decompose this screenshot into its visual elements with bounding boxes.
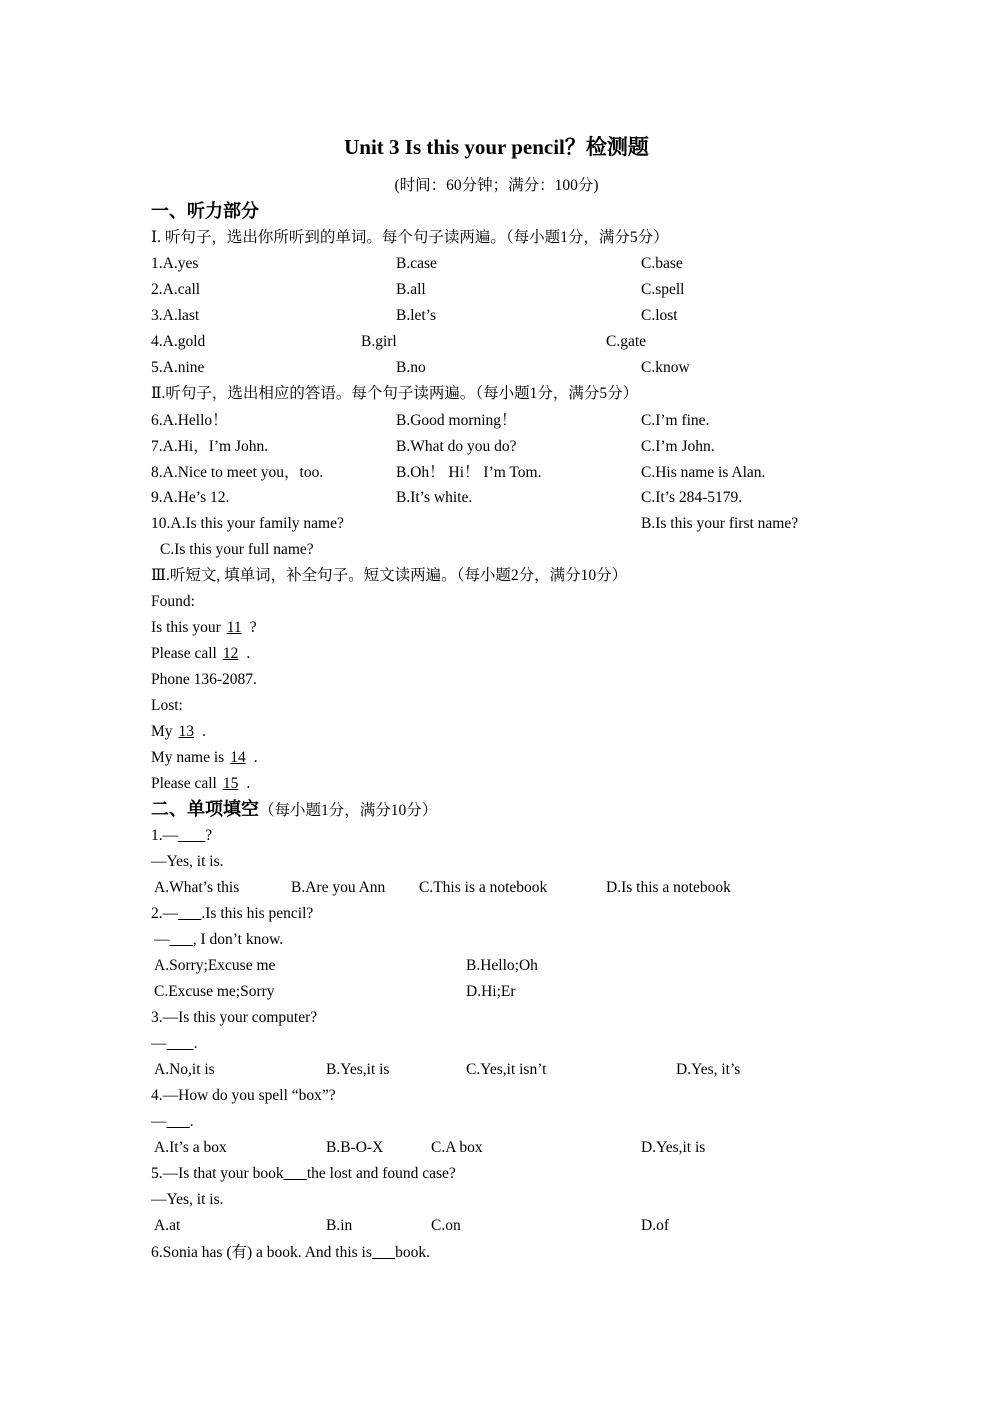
mc-q3-option-c: C.Yes,it isn’t	[466, 1061, 547, 1078]
part2-heading: 二、单项填空	[151, 799, 259, 820]
mc-q2-option-c: C.Excuse me;Sorry	[154, 983, 275, 1000]
part2-heading-line	[151, 799, 437, 822]
q4-option-b: B.girl	[361, 333, 397, 350]
q8-option-c: C.His name is Alan.	[641, 464, 766, 481]
q6-option-b: B.Good morning！	[396, 412, 517, 429]
mc-q2-option-b: B.Hello;Oh	[466, 957, 538, 974]
q1-option-b: B.case	[396, 255, 437, 272]
mc-q4-option-d: D.Yes,it is	[641, 1139, 706, 1156]
q9-option-b: B.It’s white.	[396, 489, 473, 506]
exam-time-score: (时间：60分钟；满分：100分)	[394, 177, 599, 194]
mc-q5-option-a: A.at	[154, 1217, 181, 1234]
q10-option-c: C.Is this your full name?	[160, 541, 314, 558]
q5-option-c: C.know	[641, 359, 690, 376]
mc-q3-reply	[151, 1033, 198, 1055]
reply-text: —	[151, 1035, 167, 1052]
q2-option-b: B.all	[396, 281, 426, 298]
answer-gap[interactable]	[284, 1165, 307, 1182]
answer-gap[interactable]	[178, 827, 205, 844]
mc-q3-option-a: A.No,it is	[154, 1061, 215, 1078]
stem-text: 6.Sonia has (有) a book. And this is	[151, 1244, 372, 1261]
q9-option-a: 9.A.He’s 12.	[151, 489, 230, 506]
fill-line-text: Please call	[151, 775, 217, 792]
q5-option-b: B.no	[396, 359, 426, 376]
q3-option-c: C.lost	[641, 307, 678, 324]
stem-text: the lost and found case?	[306, 1165, 456, 1182]
mc-q5-option-c: C.on	[431, 1217, 461, 1234]
part2-score: （每小题1分，满分10分）	[259, 802, 438, 819]
q4-option-a: 4.A.gold	[151, 333, 206, 350]
q9-option-c: C.It’s 284-5179.	[641, 489, 743, 506]
q3-option-a: 3.A.last	[151, 307, 200, 324]
reply-text: .	[189, 1113, 194, 1130]
q5-option-a: 5.A.nine	[151, 359, 205, 376]
fill-line-punct: .	[246, 775, 251, 792]
found-label: Found:	[151, 593, 195, 610]
fill-line-punct: .	[253, 749, 258, 766]
mc-q2-option-d: D.Hi;Er	[466, 983, 516, 1000]
mc-q5-stem	[151, 1163, 456, 1185]
mc-q1-reply: —Yes, it is.	[151, 853, 224, 870]
phone-line: Phone 136-2087.	[151, 671, 257, 688]
section-i-instruction: Ⅰ. 听句子，选出你所听到的单词。每个句子读两遍。（每小题1分，满分5分）	[151, 229, 669, 246]
fill-line-13	[151, 721, 206, 743]
stem-text: 2.—	[151, 905, 179, 922]
mc-q4-option-c: C.A box	[431, 1139, 483, 1156]
answer-gap[interactable]	[178, 905, 201, 922]
lost-label: Lost:	[151, 697, 183, 714]
mc-q4-option-a: A.It’s a box	[154, 1139, 227, 1156]
q8-option-a: 8.A.Nice to meet you，too.	[151, 464, 324, 481]
page-title: Unit 3 Is this your pencil？检测题	[344, 135, 649, 159]
q10-option-b: B.Is this your first name?	[641, 515, 799, 532]
q2-option-a: 2.A.call	[151, 281, 201, 298]
fill-line-punct: .	[202, 723, 206, 740]
mc-q3-option-d: D.Yes, it’s	[676, 1061, 741, 1078]
mc-q4-stem: 4.—How do you spell “box”?	[151, 1087, 336, 1104]
q3-option-b: B.let’s	[396, 307, 437, 324]
q2-option-c: C.spell	[641, 281, 685, 298]
q6-option-a: 6.A.Hello！	[151, 412, 228, 429]
fill-line-text: My name is	[151, 749, 225, 766]
reply-text: —	[154, 931, 170, 948]
mc-q1-option-d: D.Is this a notebook	[606, 879, 731, 896]
answer-gap[interactable]	[372, 1244, 395, 1261]
mc-q5-option-d: D.of	[641, 1217, 669, 1234]
fill-line-14	[151, 747, 258, 769]
stem-text: 1.—	[151, 827, 179, 844]
fill-line-text: My	[151, 723, 173, 740]
mc-q1-stem	[151, 825, 212, 847]
q7-option-b: B.What do you do?	[396, 438, 517, 455]
fill-line-text: Is this your	[151, 619, 221, 636]
q10-option-a: 10.A.Is this your family name?	[151, 515, 344, 532]
answer-gap[interactable]	[167, 1113, 190, 1130]
section-ii-instruction: Ⅱ.听句子，选出相应的答语。每个句子读两遍。（每小题1分，满分5分）	[151, 385, 639, 402]
q4-option-c: C.gate	[606, 333, 647, 350]
mc-q6-stem	[151, 1242, 430, 1264]
q7-option-c: C.I’m John.	[641, 438, 715, 455]
blank-13[interactable]: 13	[178, 723, 195, 740]
mc-q2-option-a: A.Sorry;Excuse me	[154, 957, 276, 974]
fill-line-12	[151, 643, 250, 665]
blank-14[interactable]: 14	[230, 749, 246, 766]
mc-q1-option-a: A.What’s this	[154, 879, 240, 896]
mc-q3-option-b: B.Yes,it is	[326, 1061, 390, 1078]
stem-text: .Is this his pencil?	[201, 905, 314, 922]
mc-q4-option-b: B.B-O-X	[326, 1139, 384, 1156]
part1-heading: 一、听力部分	[151, 201, 259, 222]
reply-text: —	[151, 1113, 167, 1130]
mc-q1-option-b: B.Are you Ann	[291, 879, 386, 896]
stem-text: ?	[205, 827, 213, 844]
q1-option-c: C.base	[641, 255, 683, 272]
mc-q4-reply	[151, 1111, 194, 1133]
mc-q5-reply: —Yes, it is.	[151, 1191, 224, 1208]
fill-line-15	[151, 773, 250, 795]
reply-text: , I don’t know.	[192, 931, 284, 948]
reply-text: .	[193, 1035, 198, 1052]
blank-15[interactable]: 15	[222, 775, 239, 792]
q7-option-a: 7.A.Hi，I’m John.	[151, 438, 269, 455]
q1-option-a: 1.A.yes	[151, 255, 199, 272]
fill-line-text: Please call	[151, 645, 217, 662]
fill-line-11	[151, 617, 257, 639]
fill-line-punct: .	[246, 645, 251, 662]
mc-q3-stem: 3.—Is this your computer?	[151, 1009, 318, 1026]
mc-q2-stem	[151, 903, 313, 925]
q6-option-c: C.I’m fine.	[641, 412, 710, 429]
q8-option-b: B.Oh！ Hi！ I’m Tom.	[396, 464, 542, 481]
answer-gap[interactable]	[167, 1035, 194, 1052]
blank-11[interactable]: 11	[226, 619, 242, 636]
blank-12[interactable]: 12	[222, 645, 239, 662]
fill-line-punct: ?	[249, 619, 257, 636]
answer-gap[interactable]	[170, 931, 193, 948]
section-iii-instruction: Ⅲ.听短文, 填单词，补全句子。短文读两遍。（每小题2分，满分10分）	[151, 567, 628, 584]
mc-q1-option-c: C.This is a notebook	[419, 879, 548, 896]
stem-text: 5.—Is that your book	[151, 1165, 284, 1182]
mc-q5-option-b: B.in	[326, 1217, 353, 1234]
mc-q2-reply	[154, 929, 283, 951]
stem-text: book.	[395, 1244, 430, 1261]
